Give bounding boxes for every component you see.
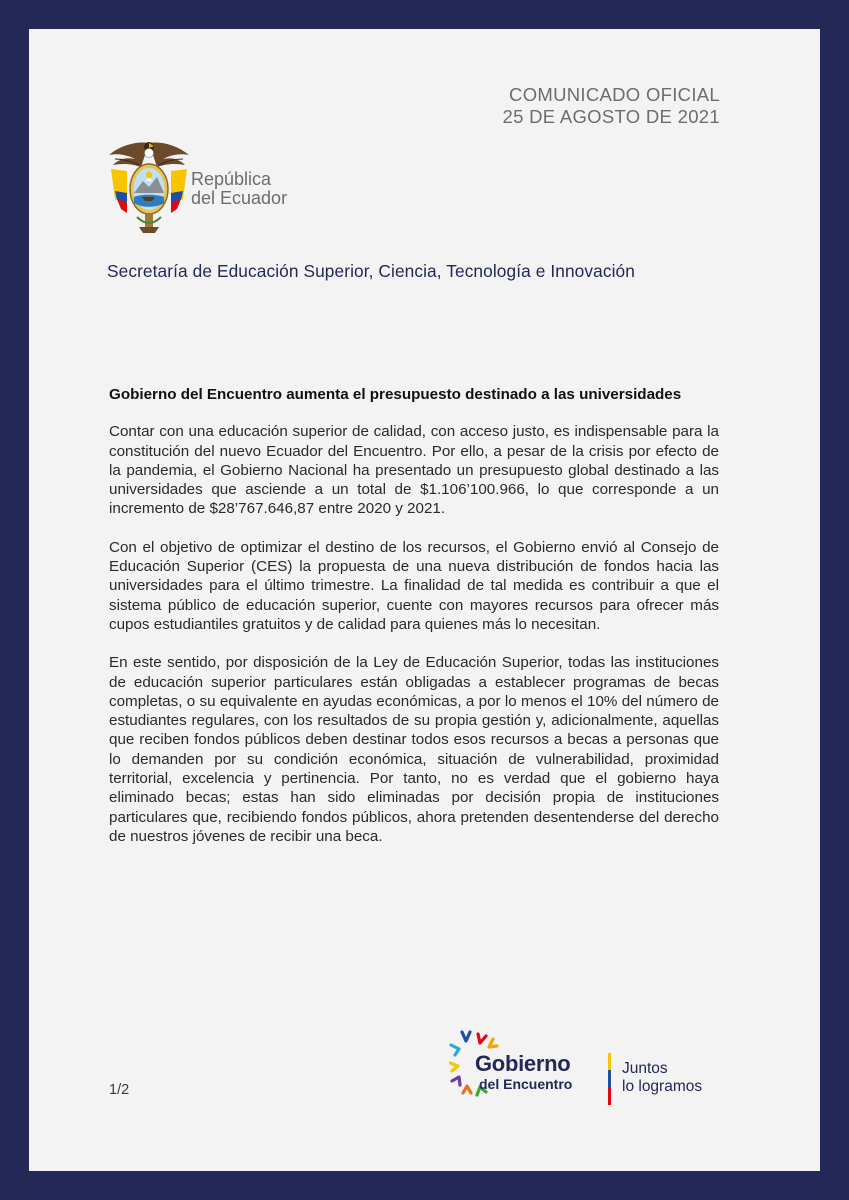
gobierno-wordmark-sub: del Encuentro	[479, 1076, 573, 1092]
document-title: Gobierno del Encuentro aumenta el presupuesto destinado a las universidades	[109, 386, 682, 403]
document-page	[29, 29, 820, 1171]
gobierno-encuentro-logo	[449, 1029, 729, 1109]
ecuador-coat-of-arms-icon	[107, 137, 191, 235]
gobierno-wordmark-main: Gobierno	[475, 1051, 571, 1076]
paragraph-3: En este sentido, por disposición de la Ley de Educación Superior, todas las instituciones de educación superior particulares están obligadas a establecer programas de becas completas, o su equivalente en ayudas económicas, a por lo menos el 10% del número de estudiantes regulares, con los resultados de su propia gestión y, adicionalmente, aquellas que reciben fondos públicos deben destinar todos esos recursos a becas a personas que lo demanden por su condición económica, situación de vulnerabilidad, proximidad territorial, excelencia y pertinencia. Por tanto, no es verdad que el gobierno haya eliminado becas; estas han sido eliminadas por decisión propia de instituciones particulares que, recibiendo fondos públicos, ahora pretenden desentenderse del derecho de nuestros jóvenes de recibir una beca.	[109, 654, 719, 845]
flag-divider-blue	[608, 1070, 611, 1087]
gobierno-wordmark	[475, 1052, 572, 1092]
document-header	[503, 84, 721, 128]
document-body	[109, 385, 719, 865]
slogan-line-2: lo logramos	[622, 1078, 703, 1095]
flag-divider	[608, 1053, 611, 1105]
flag-divider-yellow	[608, 1053, 611, 1070]
secretaria-heading: Secretaría de Educación Superior, Ciencia, Tecnología e Innovación	[107, 261, 635, 281]
paragraph-2: Con el objetivo de optimizar el destino de los recursos, el Gobierno envió al Consejo de Educación Superior (CES) la propuesta de una nueva distribución de fondos hacia las universidades para el último trimestre. La finalidad de tal medida es contribuir a que el sistema público de educación superior, cuente con mayores recursos para ofrecer más cupos estudiantiles gratuitos y de calidad para quienes más lo necesitan.	[109, 538, 719, 633]
del-ecuador-line: del Ecuador	[191, 188, 288, 208]
slogan-line-1: Juntos	[622, 1060, 668, 1077]
page-number: 1/2	[109, 1082, 130, 1098]
header-line-communique: COMUNICADO OFICIAL	[509, 84, 720, 105]
header-line-date: 25 DE AGOSTO DE 2021	[502, 106, 720, 127]
republica-del-ecuador-label	[191, 170, 287, 208]
flag-divider-red	[608, 1088, 611, 1105]
republica-line: República	[191, 169, 272, 189]
paragraph-1: Contar con una educación superior de calidad, con acceso justo, es indispensable para la constitución del nuevo Ecuador del Encuentro. Por ello, a pesar de la crisis por efecto de la pandemia, el Gobierno Nacional ha presentado un presupuesto global destinado a las universidades que asciende a un total de $1.106’100.966, lo que corresponde a un incremento de $28’767.646,87 entre 2020 y 2021.	[109, 423, 719, 518]
slogan	[622, 1060, 702, 1096]
